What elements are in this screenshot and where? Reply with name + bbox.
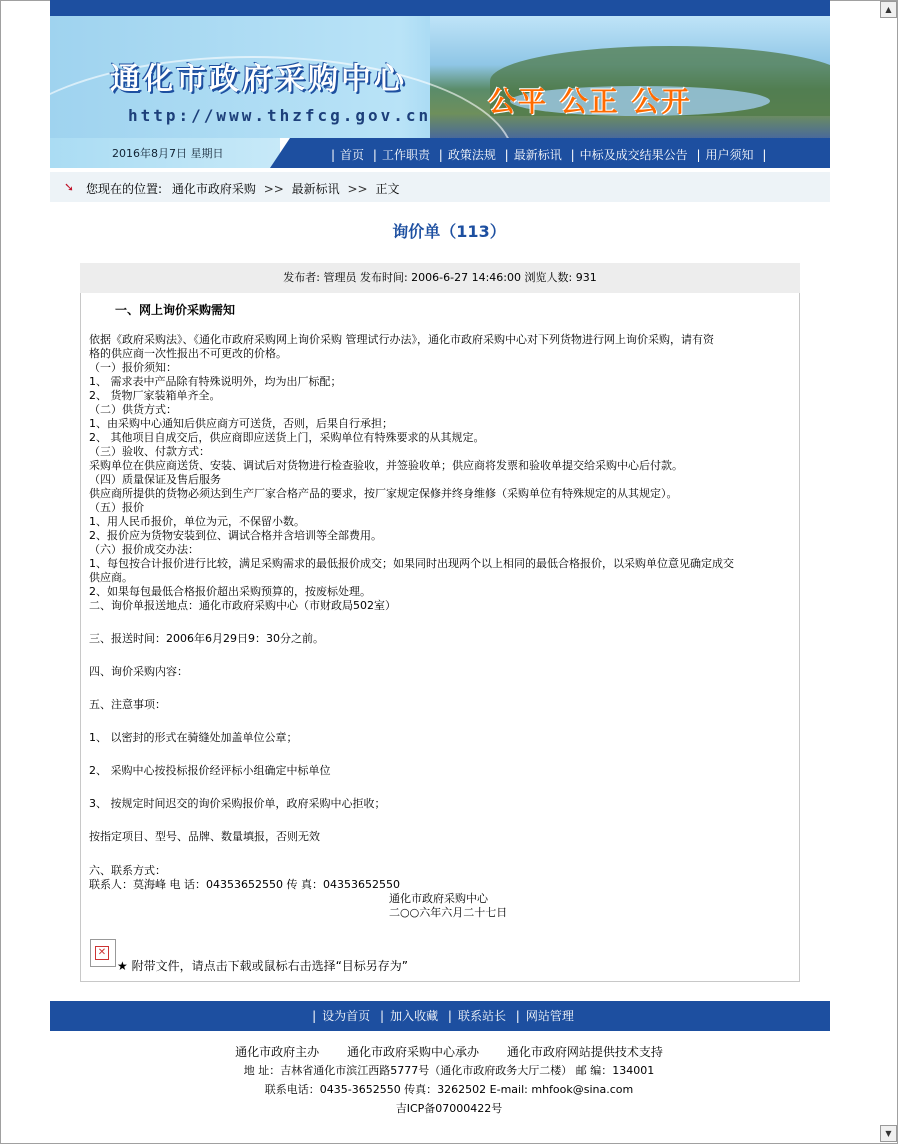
slogan: 公平 公正 公开 [488, 85, 692, 118]
sign-org: 通化市政府采购中心 [389, 892, 488, 905]
nav-separator: | [372, 148, 377, 162]
add-favorite-link[interactable]: 加入收藏 [390, 1009, 439, 1023]
body-line: （四）质量保证及售后服务 [89, 473, 221, 486]
nav-results[interactable]: 中标及成交结果公告 [579, 148, 688, 162]
breadcrumb-home[interactable]: 通化市政府采购 [171, 182, 256, 196]
body-line: 格的供应商一次性报出不可更改的价格。 [89, 347, 287, 360]
article-body [80, 293, 800, 982]
footer-address: 地 址：吉林省通化市滨江西路5777号（通化市政府政务大厅二楼） 邮 编：134001 [243, 1064, 655, 1077]
red-arrow-icon: ➘ [64, 180, 75, 194]
breadcrumb [50, 172, 830, 202]
body-line: （六）报价成交办法： [89, 543, 199, 556]
body-line: 供应商。 [89, 571, 133, 584]
section-title: 一、网上询价采购需知 [115, 303, 236, 317]
contact-admin-link[interactable]: 联系站长 [457, 1009, 506, 1023]
nav-policies[interactable]: 政策法规 [447, 148, 496, 162]
host-sponsor: 通化市政府主办 [235, 1045, 320, 1059]
nav-separator: | [570, 148, 575, 162]
nav-duties[interactable]: 工作职责 [381, 148, 430, 162]
footer-separator: | [447, 1009, 452, 1023]
body-line: 1、每包按合计报价进行比较，满足采购需求的最低报价成交；如果同时出现两个以上相同的最低合格报价，以采购单位意见确定成交 [89, 557, 734, 570]
body-line: 2、报价应为货物安装到位、调试合格并含培训等全部费用。 [89, 529, 382, 542]
nav-home[interactable]: 首页 [340, 148, 365, 162]
note-item: 3、 按规定时间迟交的询价采购报价单，政府采购中心拒收； [89, 797, 386, 810]
breadcrumb-latest[interactable]: 最新标讯 [291, 182, 340, 196]
body-line: （五）报价 [89, 501, 144, 514]
breadcrumb-sep: >> [263, 182, 284, 196]
body-line: 2、如果每包最低合格报价超出采购预算的，按废标处理。 [89, 585, 371, 598]
nav-separator: | [504, 148, 509, 162]
body-line: 1、由采购中心通知后供应商方可送货，否则，后果自行承担； [89, 417, 393, 430]
site-title: 通化市政府采购中心 [110, 62, 407, 97]
top-bar [50, 0, 830, 16]
fill-note: 按指定项目、型号、品牌、数量填报，否则无效 [89, 830, 320, 843]
main-nav [326, 146, 771, 163]
nav-separator: | [438, 148, 443, 162]
notes-label: 五、注意事项： [89, 698, 166, 711]
footer-separator: | [380, 1009, 385, 1023]
nav-separator: | [331, 148, 336, 162]
body-line: 采购单位在供应商送货、安装、调试后对货物进行检查验收，并签验收单；供应商将发票和验收单提交给采购中心后付款。 [89, 459, 683, 472]
breadcrumb-current: 正文 [375, 182, 400, 196]
page-header [50, 0, 830, 168]
vertical-scrollbar[interactable] [880, 1, 897, 1142]
host-organizer: 通化市政府采购中心承办 [346, 1045, 479, 1059]
footer-contact: 联系电话：0435-3652550 传真：3262502 E-mail: mhfook@sina.com [264, 1083, 634, 1096]
nav-user-guide[interactable]: 用户须知 [705, 148, 754, 162]
broken-image-icon[interactable]: ✕ [90, 939, 116, 967]
footer-separator: | [312, 1009, 317, 1023]
attachment-note: ★ 附带文件，请点击下载或鼠标右击选择“目标另存为” [117, 959, 409, 973]
body-line: （一）报价须知： [89, 361, 177, 374]
footer-links [50, 1001, 830, 1031]
current-date: 2016年8月7日 星期日 [112, 147, 224, 160]
body-line: 二、询价单报送地点：通化市政府采购中心（市财政局502室） [89, 599, 396, 612]
footer-hosts [0, 1043, 898, 1060]
body-line: 1、用人民币报价，单位为元，不保留小数。 [89, 515, 305, 528]
send-time: 三、报送时间：2006年6月29日9：30分之前。 [89, 632, 324, 645]
note-item: 2、 采购中心按投标报价经评标小组确定中标单位 [89, 764, 331, 777]
sign-date: 二○○六年六月二十七日 [389, 906, 508, 919]
nav-separator: | [696, 148, 701, 162]
body-line: （二）供货方式： [89, 403, 177, 416]
banner [50, 16, 830, 138]
article-meta: 发布者: 管理员 发布时间: 2006-6-27 14:46:00 浏览人数: 931 [80, 263, 800, 293]
contact-label: 六、联系方式： [89, 864, 166, 877]
host-support: 通化市政府网站提供技术支持 [506, 1045, 663, 1059]
footer-separator: | [515, 1009, 520, 1023]
scroll-up-arrow-icon[interactable]: ▲ [880, 1, 897, 18]
footer-icp: 吉ICP备07000422号 [395, 1102, 503, 1115]
set-homepage-link[interactable]: 设为首页 [322, 1009, 371, 1023]
nav-row [50, 138, 830, 168]
scroll-down-arrow-icon[interactable]: ▼ [880, 1125, 897, 1142]
breadcrumb-trail [86, 180, 399, 197]
body-line: 2、 货物厂家装箱单齐全。 [89, 389, 221, 402]
body-line: 1、 需求表中产品除有特殊说明外，均为出厂标配； [89, 375, 342, 388]
site-admin-link[interactable]: 网站管理 [525, 1009, 574, 1023]
body-line: （三）验收、付款方式： [89, 445, 210, 458]
article-title: 询价单（113） [392, 222, 506, 241]
site-url: http://www.thzfcg.gov.cn [128, 106, 432, 125]
body-line: 2、 其他项目自成交后，供应商即应送货上门，采购单位有特殊要求的从其规定。 [89, 431, 485, 444]
contact-info: 联系人：莫海峰 电 话：04353652550 传 真：04353652550 [89, 878, 400, 891]
body-line: 供应商所提供的货物必须达到生产厂家合格产品的要求，按厂家规定保修并终身维修（采购单位有特殊规定的从其规定）。 [89, 487, 678, 500]
breadcrumb-prefix: 您现在的位置: [86, 182, 163, 196]
content-label: 四、询价采购内容： [89, 665, 188, 678]
body-line: 依据《政府采购法》、《通化市政府采购网上询价采购 管理试行办法》，通化市政府采购中心对下列货物进行网上询价采购，请有资 [89, 333, 714, 346]
nav-separator: | [762, 148, 767, 162]
breadcrumb-sep: >> [347, 182, 368, 196]
note-item: 1、 以密封的形式在骑缝处加盖单位公章； [89, 731, 298, 744]
nav-latest-bids[interactable]: 最新标讯 [513, 148, 562, 162]
